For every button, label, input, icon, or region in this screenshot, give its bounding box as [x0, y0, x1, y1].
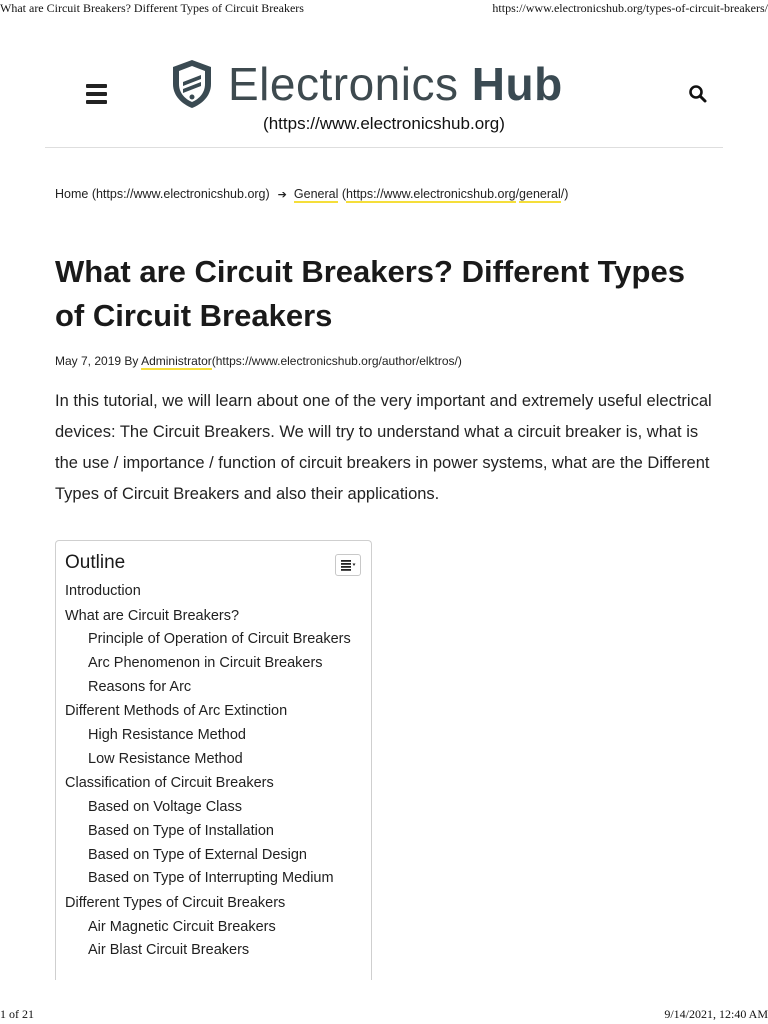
toc-subitem[interactable]: Reasons for Arc [88, 678, 192, 695]
toc-item[interactable]: What are Circuit Breakers? [65, 607, 240, 624]
print-datetime: 9/14/2021, 12:40 AM [664, 1007, 768, 1021]
breadcrumb [55, 187, 568, 201]
toc-subitem[interactable]: Based on Type of Interrupting Medium [88, 870, 334, 887]
breadcrumb-general[interactable]: General [293, 187, 339, 201]
article-intro: In this tutorial, we will learn about one of the very important and extremely useful electrical devices: The Circuit Breakers. We will try to understand what a circuit breaker is, what is the use / importance / function of circuit breakers in power systems, what are the Different Types of Circuit Breakers and also their applications. [55, 392, 712, 503]
logo-url[interactable]: (https://www.electronicshub.org) [263, 114, 505, 133]
toc-title: Outline [65, 552, 126, 573]
toc-subitem[interactable]: Based on Type of External Design [88, 846, 307, 863]
article-author[interactable]: Administrator [141, 354, 212, 368]
logo-text-light: Electronics [228, 58, 472, 110]
toc-item[interactable]: Introduction [65, 583, 141, 599]
toc-subitem[interactable]: Based on Voltage Class [88, 798, 242, 815]
table-of-contents [55, 540, 372, 980]
toc-subitem[interactable]: Low Resistance Method [88, 750, 243, 767]
print-header-title: What are Circuit Breakers? Different Types of Circuit Breakers [0, 1, 304, 15]
article-meta [55, 354, 462, 368]
print-header-url: https://www.electronicshub.org/types-of-circuit-breakers/ [492, 1, 768, 15]
breadcrumb-general-url-sep: / [515, 187, 520, 201]
logo-wordmark [228, 57, 563, 111]
toc-item[interactable]: Classification of Circuit Breakers [65, 775, 274, 792]
toc-subitem[interactable]: Based on Type of Installation [88, 822, 274, 839]
article-by: By [124, 354, 139, 368]
arrow-right-icon: ➔ [277, 189, 287, 201]
article-author-url: (https://www.electronicshub.org/author/elktros/) [211, 354, 462, 368]
logo-text-bold: Hub [471, 58, 563, 110]
article-title: What are Circuit Breakers? Different Types of Circuit Breakers [55, 254, 685, 333]
breadcrumb-general-url-path[interactable]: general [519, 187, 561, 201]
search-icon[interactable] [688, 84, 708, 104]
header-divider [45, 147, 723, 148]
toc-list [65, 579, 371, 963]
toc-item[interactable]: Different Types of Circuit Breakers [65, 895, 286, 912]
toc-item[interactable]: Different Methods of Arc Extinction [65, 703, 288, 720]
hamburger-menu-icon[interactable] [86, 84, 107, 104]
site-header [0, 48, 768, 148]
print-page-number: 1 of 21 [0, 1007, 34, 1021]
breadcrumb-general-url-open: ( [341, 187, 347, 201]
print-header [0, 0, 768, 16]
article-date: May 7, 2019 [55, 354, 122, 368]
print-footer [0, 1008, 768, 1024]
toc-subitem[interactable]: Air Blast Circuit Breakers [88, 942, 250, 959]
toc-subitem[interactable]: Arc Phenomenon in Circuit Breakers [88, 654, 323, 671]
breadcrumb-general-url-close: /) [560, 187, 569, 201]
toc-subitem[interactable]: High Resistance Method [88, 726, 246, 743]
breadcrumb-general-url-host[interactable]: https://www.electronicshub.org [346, 187, 516, 201]
toc-subitem[interactable]: Air Magnetic Circuit Breakers [88, 918, 276, 935]
toc-subitem[interactable]: Principle of Operation of Circuit Breakers [88, 631, 351, 647]
site-logo[interactable] [170, 56, 563, 112]
toc-toggle-button[interactable] [335, 554, 361, 576]
list-toggle-icon [341, 560, 356, 571]
shield-logo-icon [170, 58, 214, 110]
breadcrumb-home[interactable]: Home (https://www.electronicshub.org) [55, 187, 270, 201]
